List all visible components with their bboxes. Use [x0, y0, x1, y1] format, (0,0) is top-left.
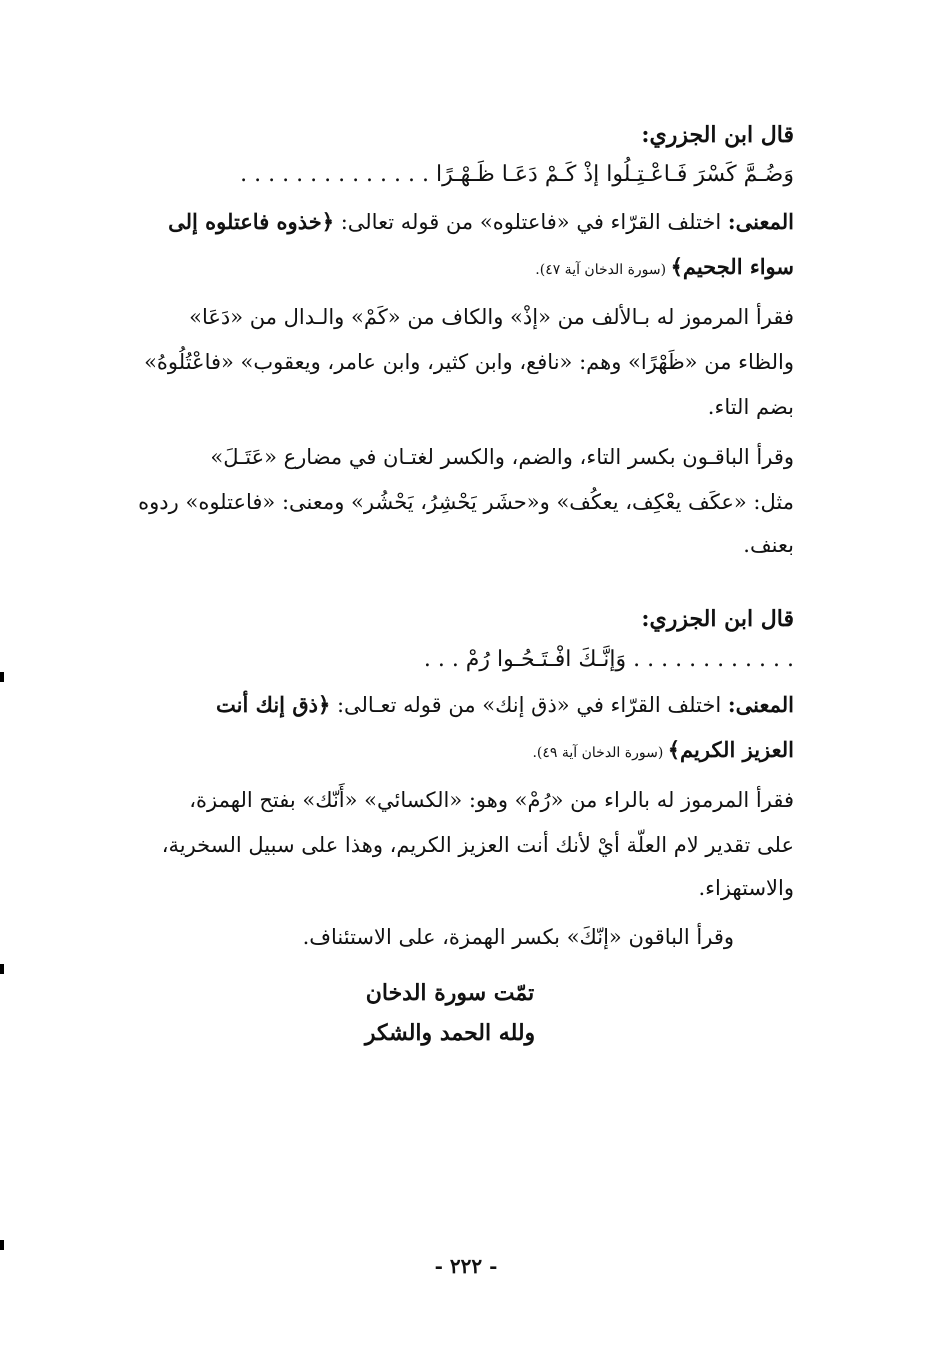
section1-meaning-line1 — [96, 207, 794, 237]
scan-mark — [0, 672, 4, 682]
meaning-label: المعنى: — [727, 692, 794, 717]
section1-para1-line1: فقرأ المرموز له بـالألف من «إذْ» والكاف من «كَمْ» والـدال من «دَعَا» — [189, 305, 794, 329]
page-number: - ٢٢٢ - — [434, 1254, 498, 1278]
section1-para1-line2: والظاء من «ظَهْرًا» وهم: «نافع، وابن كثير، وابن عامر، ويعقوب» «فاعْتُلُوهُ» — [144, 350, 794, 374]
section1-para2-line2: مثل: «عكَف يعْكِف، يعكُف» و«حشَر يَحْشِرُ، يَحْشُر» ومعنى: «فاعتلوه» ردوه — [138, 490, 794, 514]
meaning-text: اختلف القرّاء في «ذق إنك» من قوله تعـالى: — [330, 693, 728, 717]
section2-meaning-line1 — [96, 690, 794, 720]
meaning-text: اختلف القرّاء في «فاعتلوه» من قوله تعالى: — [334, 210, 728, 234]
section2-para1-line3: والاستهزاء. — [698, 876, 794, 900]
surah-reference: (سورة الدخان آية ٤٩). — [532, 745, 668, 761]
section1-verse: وَضُـمَّ كَسْرَ فَـاعْـتِـلُوا إذْ كَـمْ دَعَـا ظَـهْـرًا . . . . . . . . . . . . . . — [240, 162, 794, 187]
section1-meaning-line2 — [96, 252, 794, 285]
surah-reference: (سورة الدخان آية ٤٧). — [535, 262, 671, 278]
closing-line1: تمّت سورة الدخان — [365, 980, 535, 1006]
quran-quote: ﴿خذوه فاعتلوه إلى — [168, 209, 335, 234]
section1-para1-line3: بضم التاء. — [707, 395, 794, 419]
section1-para2-line3: بعنف. — [743, 533, 794, 557]
section2-para1-line1: فقرأ المرموز له بالراء من «رُمْ» وهو: «الكسائي» «أَنّك» بفتح الهمزة، — [189, 788, 794, 812]
scan-mark — [0, 964, 4, 974]
quran-quote-end: سواء الجحيم﴾ — [670, 254, 794, 279]
section2-para1-line2: على تقدير لام العلّة أيْ لأنك أنت العزيز الكريم، وهذا على سبيل السخرية، — [161, 833, 794, 857]
quran-quote: ﴿ذق إنك أنت — [216, 692, 331, 717]
section2-meaning-line2 — [96, 735, 794, 768]
section1-para2-line1: وقرأ الباقـون بكسر التاء، والضم، والكسر لغتـان في مضارع «عَتَـلَ» — [210, 445, 794, 469]
scan-mark — [0, 1240, 4, 1250]
section2-verse: . . . . . . . . . . . . وَإنَّـكَ افْـتَـحُـوا رُمْ . . . — [423, 647, 794, 672]
section1-heading: قال ابن الجزري: — [641, 122, 794, 148]
section2-para2: وقرأ الباقون «إنّكَ» بكسر الهمزة، على الاستئناف. — [302, 925, 734, 949]
quran-quote-end: العزيز الكريم﴾ — [667, 737, 794, 762]
meaning-label: المعنى: — [727, 209, 794, 234]
section2-heading: قال ابن الجزري: — [641, 606, 794, 632]
closing-line2: ولله الحمد والشكر — [364, 1020, 536, 1046]
